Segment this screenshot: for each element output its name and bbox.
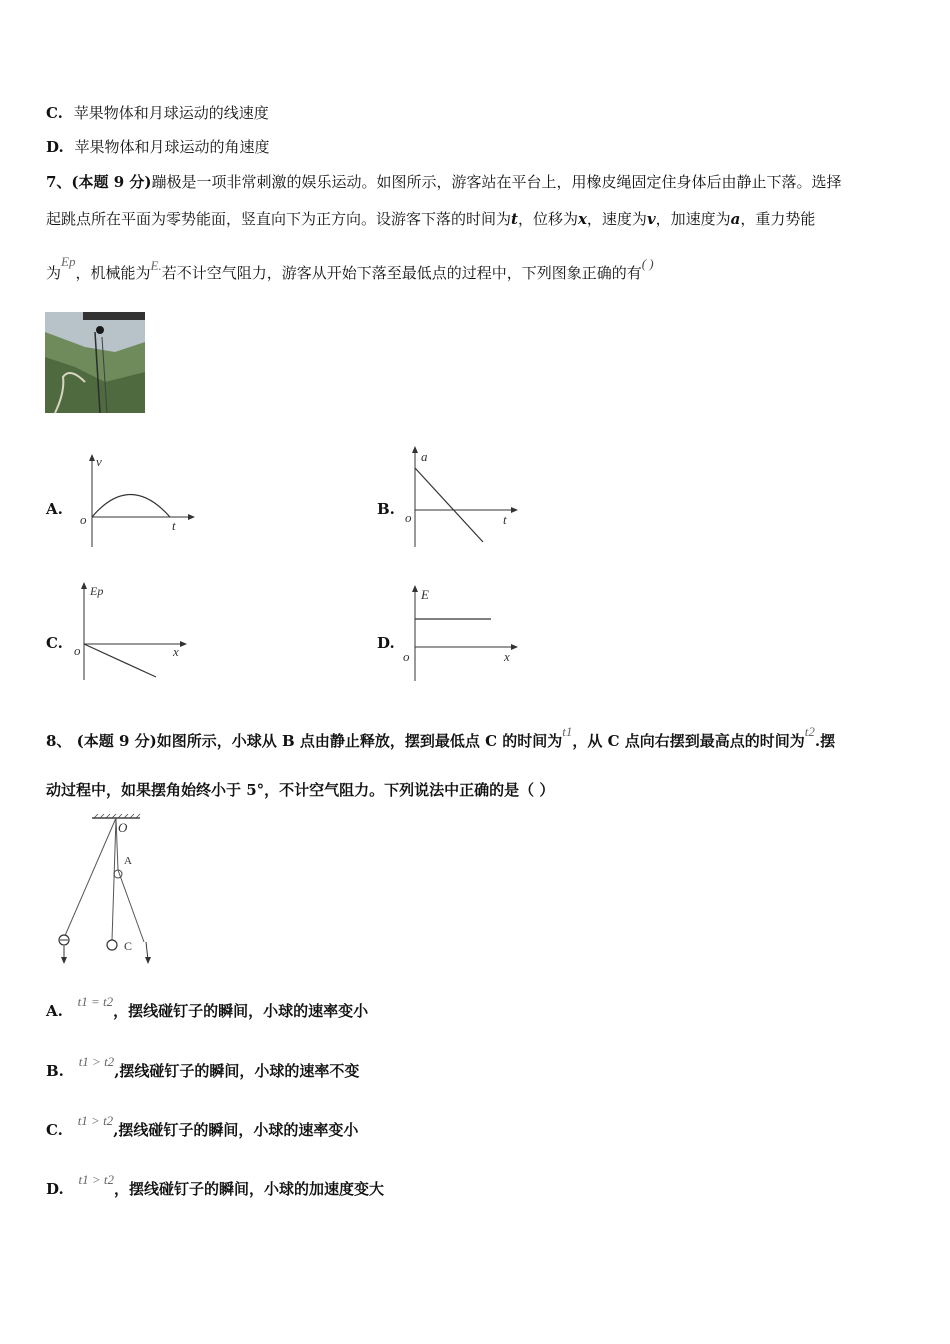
graph-a-v-t	[80, 452, 200, 552]
q8-text-1a: 如图所示，小球从 B 点由静止释放，摆到最低点 C 的时间为	[156, 732, 563, 750]
graph-b-a-t	[403, 444, 523, 549]
q7-line-1	[46, 171, 842, 192]
origin-label: o	[405, 510, 412, 525]
option-text: ，摆线碰钉子的瞬间，小球的加速度变大	[113, 1180, 384, 1198]
graph-c-ep-x	[72, 580, 192, 685]
q7-text-3c: 若不计空气阻力，游客从开始下落至最低点的过程中，下列图象正确的有	[161, 264, 642, 282]
option-math: t1 > t2	[77, 1113, 114, 1128]
var-v: v	[646, 210, 656, 228]
q7-text-2a: 起跳点所在平面为零势能面，竖直向下为正方向。设游客下落的时间为	[46, 210, 512, 228]
q8-option-c	[46, 1113, 359, 1140]
q7-text-2c: ，速度为	[586, 210, 647, 228]
option-math: t1 = t2	[77, 994, 114, 1009]
axis-label-x: x	[173, 644, 179, 659]
origin-label: o	[74, 643, 81, 658]
option-text: ,摆线碰钉子的瞬间，小球的速率变小	[113, 1121, 359, 1139]
math-t1: t1	[562, 724, 573, 739]
option-letter: B.	[46, 1062, 64, 1080]
point-o-label: O	[118, 820, 128, 835]
option-letter: C.	[46, 104, 63, 122]
pendulum-figure	[52, 812, 162, 972]
q8-option-d	[46, 1172, 384, 1199]
q7-text-3b: ，机械能为	[75, 264, 151, 282]
axis-label-y: v	[96, 454, 102, 469]
origin-label: o	[80, 512, 87, 527]
var-t: t	[511, 210, 518, 228]
q8-line-2	[46, 779, 554, 800]
q7-option-b-letter: B.	[377, 500, 395, 518]
axis-label-y: Ep	[90, 584, 104, 598]
q7-text-2d: ，加速度为	[655, 210, 731, 228]
q8-text-2: 动过程中，如果摆角始终小于 5°，不计空气阻力。下列说法中正确的是（ ）	[46, 781, 555, 799]
math-t2: t2	[804, 724, 815, 739]
axis-label-x: x	[504, 649, 510, 664]
axis-label-y: E	[421, 587, 429, 602]
option-text: 苹果物体和月球运动的角速度	[74, 138, 270, 156]
axis-label-y: a	[421, 449, 428, 464]
answer-paren: ( )	[641, 256, 654, 271]
var-a: a	[730, 210, 741, 228]
point-c-label: C	[124, 939, 133, 953]
origin-label: o	[403, 649, 410, 664]
q7-text-3a: 为	[46, 264, 62, 282]
q7-line-2	[46, 208, 815, 229]
option-letter: D.	[46, 1180, 64, 1198]
axis-label-x: t	[503, 512, 507, 527]
option-letter: C.	[46, 1121, 63, 1139]
option-letter: D.	[46, 138, 64, 156]
q7-text-2b: ，位移为	[517, 210, 578, 228]
q6-option-d	[46, 136, 270, 157]
q8-option-a	[46, 994, 369, 1021]
bungee-photo	[45, 312, 145, 413]
q8-line-1	[46, 724, 836, 751]
option-text: 苹果物体和月球运动的线速度	[73, 104, 269, 122]
point-a-label: A	[124, 855, 132, 867]
q8-prefix: 8、 (本题 9 分)	[46, 732, 157, 750]
option-text: ,摆线碰钉子的瞬间，小球的速率不变	[114, 1062, 360, 1080]
option-text: ，摆线碰钉子的瞬间，小球的速率变小	[113, 1002, 369, 1020]
graph-d-e-x	[403, 583, 523, 683]
q7-text-1: 蹦极是一项非常刺激的娱乐运动。如图所示，游客站在平台上，用橡皮绳固定住身体后由静止下落。选择	[151, 173, 842, 191]
option-math: t1 > t2	[78, 1054, 115, 1069]
q7-option-d-letter: D.	[377, 634, 395, 652]
q7-option-a-letter: A.	[46, 500, 63, 518]
math-e: E.	[150, 258, 162, 273]
axis-label-x: t	[172, 518, 176, 533]
var-x: x	[577, 210, 587, 228]
q6-option-c	[46, 102, 269, 123]
q7-line-3	[46, 254, 654, 283]
q7-text-2e: ，重力势能	[740, 210, 816, 228]
q8-text-1b: ，从 C 点向右摆到最高点的时间为	[572, 732, 805, 750]
q8-text-1c: .摆	[814, 732, 836, 750]
q7-prefix: 7、(本题 9 分)	[46, 173, 152, 191]
q7-option-c-letter: C.	[46, 634, 63, 652]
option-letter: A.	[46, 1002, 63, 1020]
q8-option-b	[46, 1054, 360, 1081]
option-math: t1 > t2	[78, 1172, 114, 1187]
math-ep: Ep	[61, 254, 76, 269]
